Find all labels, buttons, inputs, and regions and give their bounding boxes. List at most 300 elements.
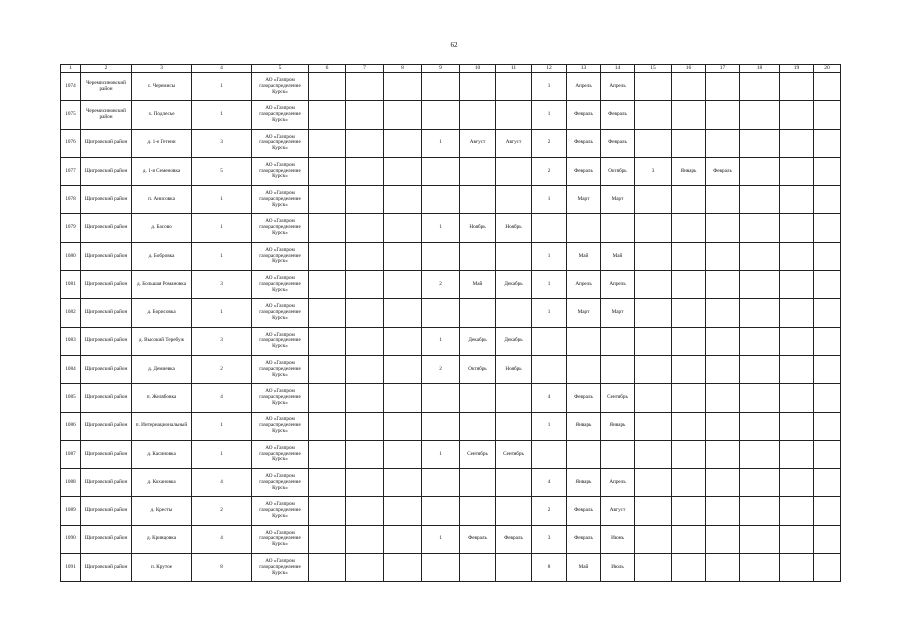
table-cell: 1080 [61,242,81,270]
table-row [61,327,841,355]
table-cell: АО «Газпром газораспределение Курск» [252,242,309,270]
table-cell [814,554,841,582]
table-cell [422,412,460,440]
table-cell: 2 [422,355,460,383]
table-cell [780,440,814,468]
table-cell: Щигровский район [81,271,132,299]
table-cell: 2 [192,355,252,383]
table-cell: Щигровский район [81,129,132,157]
table-cell [814,214,841,242]
table-cell [422,469,460,497]
table-cell [496,469,532,497]
table-cell [706,384,740,412]
table-cell [814,440,841,468]
table-cell [422,554,460,582]
table-cell [309,214,346,242]
column-number-cell: 20 [814,65,841,73]
table-row [61,412,841,440]
table-row [61,129,841,157]
table-cell: 1090 [61,525,81,553]
table-cell: Март [601,299,635,327]
table-cell: Май [567,242,601,270]
table-cell [384,214,422,242]
table-cell: 3 [192,129,252,157]
table-cell: 1084 [61,355,81,383]
table-cell [672,384,706,412]
table-cell [635,412,672,440]
table-cell [780,271,814,299]
table-cell: п. Крутое [132,554,192,582]
table-cell: Апрель [601,73,635,101]
table-cell: Сентябрь [496,440,532,468]
table-cell [814,101,841,129]
table-row [61,186,841,214]
table-cell [706,554,740,582]
column-number-cell: 7 [346,65,384,73]
column-number-cell: 17 [706,65,740,73]
table-cell: Март [601,186,635,214]
table-cell: Щигровский район [81,469,132,497]
table-cell [635,554,672,582]
table-cell [346,327,384,355]
table-body [61,65,841,582]
table-cell [460,157,496,185]
table-cell [422,299,460,327]
table-cell [567,440,601,468]
table-cell [384,157,422,185]
table-cell: 1 [532,73,567,101]
table-row [61,157,841,185]
table-cell: 1 [422,327,460,355]
table-cell [814,327,841,355]
table-cell [309,525,346,553]
table-cell [346,497,384,525]
table-cell: 1086 [61,412,81,440]
table-cell: АО «Газпром газораспределение Курск» [252,101,309,129]
table-cell: Щигровский район [81,440,132,468]
page-number: 62 [450,41,458,49]
table-cell [635,497,672,525]
table-cell [460,554,496,582]
table-cell [814,299,841,327]
table-cell [384,355,422,383]
table-cell: 1 [532,271,567,299]
table-cell [635,242,672,270]
table-cell [706,497,740,525]
table-cell: 1 [192,412,252,440]
table-cell [567,214,601,242]
table-cell [384,101,422,129]
table-row [61,497,841,525]
table-cell: 3 [192,271,252,299]
table-cell: д. Кресты [132,497,192,525]
table-cell: 1081 [61,271,81,299]
table-cell [672,525,706,553]
table-cell [635,440,672,468]
table-cell: п. Анисовка [132,186,192,214]
table-cell [346,129,384,157]
table-cell [532,327,567,355]
table-cell [346,214,384,242]
table-cell: 1 [422,129,460,157]
table-cell [635,214,672,242]
table-cell [422,242,460,270]
table-cell: Январь [601,412,635,440]
table-cell [672,242,706,270]
table-cell: 1088 [61,469,81,497]
table-cell [635,327,672,355]
table-cell [740,469,780,497]
table-cell: АО «Газпром газораспределение Курск» [252,214,309,242]
column-number-cell: 15 [635,65,672,73]
table-cell [567,327,601,355]
table-cell: 4 [192,384,252,412]
table-cell [635,299,672,327]
table-cell: Январь [672,157,706,185]
table-cell [814,242,841,270]
table-cell [422,384,460,412]
table-cell: Февраль [567,384,601,412]
table-cell: 3 [532,525,567,553]
table-cell [346,554,384,582]
column-number-cell: 12 [532,65,567,73]
table-row [61,525,841,553]
table-cell: Декабрь [496,271,532,299]
table-cell [346,186,384,214]
table-cell: 1087 [61,440,81,468]
table-cell: Щигровский район [81,355,132,383]
table-cell: 1 [422,214,460,242]
table-cell [740,73,780,101]
table-row [61,440,841,468]
table-cell: Сентябрь [601,384,635,412]
table-cell [460,384,496,412]
table-cell [532,355,567,383]
table-cell: 1 [192,186,252,214]
column-number-cell: 16 [672,65,706,73]
table-cell [706,355,740,383]
table-row [61,242,841,270]
table-cell [384,186,422,214]
table-row [61,299,841,327]
table-cell [780,355,814,383]
table-cell [460,299,496,327]
table-cell [780,101,814,129]
table-cell [814,157,841,185]
table-cell: д. Бобровка [132,242,192,270]
table-cell: Сентябрь [460,440,496,468]
table-cell: 5 [192,157,252,185]
table-cell [814,355,841,383]
table-cell [814,384,841,412]
table-cell [309,554,346,582]
table-cell [346,299,384,327]
table-cell: Июнь [601,525,635,553]
table-cell: 1 [192,242,252,270]
table-cell: Март [567,186,601,214]
column-number-cell: 8 [384,65,422,73]
table-cell: Щигровский район [81,497,132,525]
table-cell [496,554,532,582]
table-cell: 2 [532,157,567,185]
table-cell: Май [460,271,496,299]
table-cell [635,129,672,157]
table-cell [384,299,422,327]
table-cell [532,214,567,242]
table-cell: д. Борисовка [132,299,192,327]
table-cell: Октябрь [460,355,496,383]
table-row [61,469,841,497]
table-cell [740,186,780,214]
column-number-cell: 11 [496,65,532,73]
table-cell [706,327,740,355]
table-cell [422,73,460,101]
table-cell: 1 [532,412,567,440]
table-cell [346,242,384,270]
table-cell [780,554,814,582]
table-cell: Апрель [601,271,635,299]
table-cell [740,242,780,270]
table-cell [460,497,496,525]
table-cell [309,497,346,525]
table-cell [567,355,601,383]
table-cell [740,101,780,129]
table-cell [384,554,422,582]
table-cell: 2 [422,271,460,299]
table-cell [706,469,740,497]
table-cell [496,186,532,214]
table-cell: п. Желябовка [132,384,192,412]
table-cell: 1 [422,525,460,553]
table-cell: Август [460,129,496,157]
table-cell: Ноябрь [496,214,532,242]
table-cell [309,186,346,214]
table-cell [672,327,706,355]
table-cell: Щигровский район [81,186,132,214]
table-cell [780,157,814,185]
table-cell [422,186,460,214]
table-cell: 1 [192,101,252,129]
table-cell [672,186,706,214]
table-cell: 1089 [61,497,81,525]
table-cell: 3 [635,157,672,185]
table-cell: д. 1-я Семеновка [132,157,192,185]
table-cell: Февраль [567,129,601,157]
table-cell: д. 1-е Гетени [132,129,192,157]
table-cell [672,299,706,327]
table-cell [635,271,672,299]
column-number-cell: 1 [61,65,81,73]
table-cell [672,101,706,129]
table-cell [706,271,740,299]
table-cell: Ноябрь [460,214,496,242]
table-cell: АО «Газпром газораспределение Курск» [252,384,309,412]
table-cell: 8 [192,554,252,582]
table-cell: Январь [567,412,601,440]
table-cell: Июль [601,554,635,582]
table-cell: 1076 [61,129,81,157]
table-cell: АО «Газпром газораспределение Курск» [252,271,309,299]
table-cell [346,355,384,383]
table-cell [672,412,706,440]
table-cell [384,469,422,497]
table-cell [814,129,841,157]
table-cell [496,412,532,440]
table-cell: 1 [532,101,567,129]
table-cell: д. Демиевка [132,355,192,383]
table-cell: АО «Газпром газораспределение Курск» [252,497,309,525]
table-cell [740,299,780,327]
gasification-schedule-table [60,64,841,582]
table-cell [706,186,740,214]
table-cell [706,242,740,270]
table-cell [780,525,814,553]
table-cell: 1082 [61,299,81,327]
table-cell [740,355,780,383]
table-cell: 1091 [61,554,81,582]
table-cell: Октябрь [601,157,635,185]
table-cell [740,327,780,355]
table-cell [384,497,422,525]
table-cell: Черемисиновский район [81,101,132,129]
column-number-cell: 5 [252,65,309,73]
table-cell [635,73,672,101]
table-cell [780,327,814,355]
column-number-cell: 6 [309,65,346,73]
table-cell [635,525,672,553]
table-cell: Декабрь [460,327,496,355]
table-row [61,384,841,412]
table-cell [309,355,346,383]
table-cell [780,73,814,101]
table-cell [672,73,706,101]
table-cell [532,440,567,468]
table-cell [814,271,841,299]
table-cell: Январь [567,469,601,497]
table-cell: д. Кохановка [132,469,192,497]
table-cell [780,299,814,327]
table-cell: 2 [192,497,252,525]
table-cell [814,186,841,214]
table-cell: Щигровский район [81,412,132,440]
table-cell [780,129,814,157]
table-cell: Февраль [706,157,740,185]
table-cell: 3 [192,327,252,355]
table-row [61,554,841,582]
table-cell [780,214,814,242]
table-cell [496,157,532,185]
column-number-cell: 2 [81,65,132,73]
table-cell: 1 [192,440,252,468]
table-cell [346,440,384,468]
table-cell [706,299,740,327]
table-cell: АО «Газпром газораспределение Курск» [252,525,309,553]
table-cell: Февраль [567,157,601,185]
column-number-cell: 19 [780,65,814,73]
table-cell [635,186,672,214]
table-cell [346,101,384,129]
table-row [61,101,841,129]
table-cell: АО «Газпром газораспределение Курск» [252,469,309,497]
table-cell [309,157,346,185]
table-cell [706,214,740,242]
table-cell: АО «Газпром газораспределение Курск» [252,412,309,440]
table-cell: 8 [532,554,567,582]
table-cell: Март [567,299,601,327]
table-cell: Февраль [601,101,635,129]
table-cell: АО «Газпром газораспределение Курск» [252,355,309,383]
table-cell [672,129,706,157]
table-cell [706,73,740,101]
table-cell: Щигровский район [81,327,132,355]
table-cell [601,327,635,355]
table-cell [740,554,780,582]
table-cell: Февраль [567,525,601,553]
table-cell: АО «Газпром газораспределение Курск» [252,554,309,582]
table-cell [346,412,384,440]
table-cell [601,355,635,383]
table-cell: д. Высокий Теребуж [132,327,192,355]
table-cell [706,525,740,553]
table-cell: 2 [532,129,567,157]
table-cell [740,384,780,412]
table-cell: Щигровский район [81,554,132,582]
table-cell: Февраль [460,525,496,553]
table-row [61,214,841,242]
table-cell: с. Черемисы [132,73,192,101]
table-cell [672,497,706,525]
table-cell [635,101,672,129]
table-cell [672,214,706,242]
table-cell [780,497,814,525]
column-number-cell: 14 [601,65,635,73]
table-cell [780,186,814,214]
table-cell: 1077 [61,157,81,185]
table-cell: Черемисиновский район [81,73,132,101]
table-cell: АО «Газпром газораспределение Курск» [252,440,309,468]
table-cell [309,129,346,157]
table-cell [384,271,422,299]
table-cell: Щигровский район [81,299,132,327]
table-cell [460,73,496,101]
table-cell [635,469,672,497]
table-cell [309,412,346,440]
table-cell [672,469,706,497]
table-cell [346,525,384,553]
table-cell [309,469,346,497]
table-cell [309,73,346,101]
table-cell [780,412,814,440]
table-cell [740,525,780,553]
table-cell [740,497,780,525]
table-cell [422,157,460,185]
table-cell: 1074 [61,73,81,101]
table-cell [422,101,460,129]
table-cell [346,271,384,299]
table-cell [496,101,532,129]
table-cell [460,101,496,129]
table-cell: Февраль [567,101,601,129]
table-cell [814,469,841,497]
table-cell: Щигровский район [81,384,132,412]
table-cell: 1079 [61,214,81,242]
column-number-cell: 3 [132,65,192,73]
table-cell: 4 [532,469,567,497]
table-cell [740,271,780,299]
table-cell [740,157,780,185]
table-cell: х. Подлесье [132,101,192,129]
table-cell: д. Кривцовка [132,525,192,553]
